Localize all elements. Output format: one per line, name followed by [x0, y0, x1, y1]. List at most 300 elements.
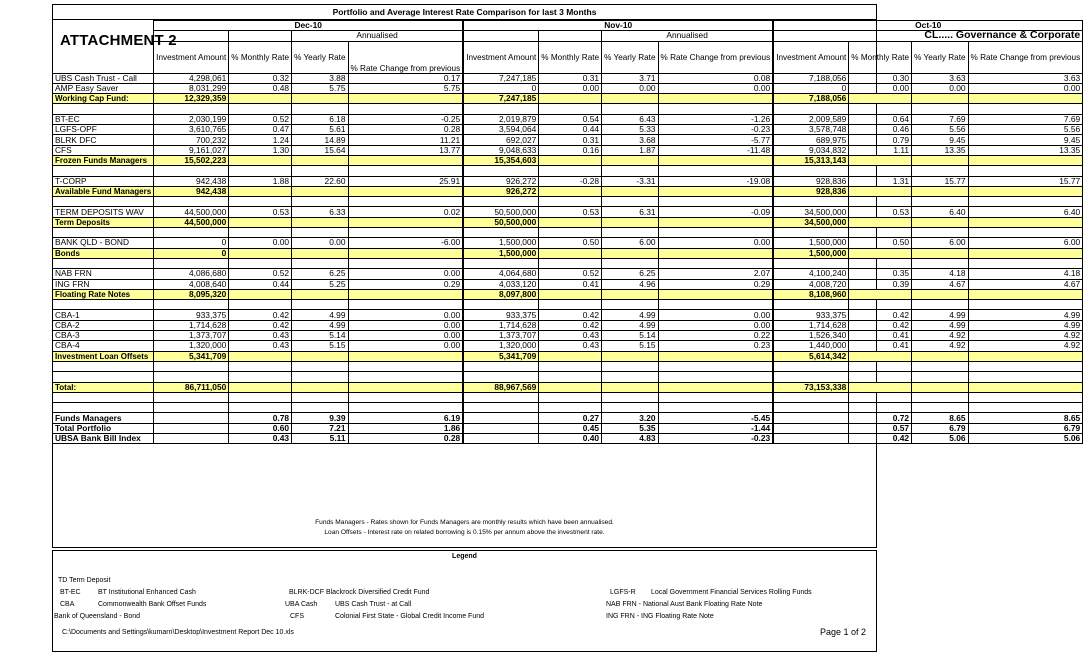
row-label: Available Fund Managers	[53, 186, 154, 196]
table-cell: -1.44	[658, 423, 773, 433]
spacer-row	[53, 228, 1083, 238]
table-cell	[658, 248, 773, 258]
table-cell: 0.72	[849, 413, 912, 423]
table-cell	[849, 248, 912, 258]
table-cell	[602, 155, 658, 165]
table-cell	[229, 197, 292, 207]
table-cell: 0.52	[229, 269, 292, 279]
table-cell	[602, 361, 658, 371]
table-cell: 0	[154, 238, 229, 248]
table-cell: 0.52	[539, 269, 602, 279]
table-cell: 0.44	[229, 279, 292, 289]
table-cell: 6.00	[602, 238, 658, 248]
table-cell: 4.99	[602, 320, 658, 330]
table-cell: 5.35	[602, 423, 658, 433]
table-cell	[849, 403, 912, 413]
table-cell	[658, 289, 773, 299]
table-cell	[463, 228, 539, 238]
table-row	[53, 269, 1083, 279]
table-cell: 0.43	[539, 331, 602, 341]
table-cell: 5.75	[348, 83, 463, 93]
table-cell: -5.77	[658, 135, 773, 145]
table-cell	[539, 351, 602, 361]
table-cell: 4.99	[968, 310, 1083, 320]
subtotal-row	[53, 155, 1083, 165]
table-cell	[658, 197, 773, 207]
spacer-row	[53, 197, 1083, 207]
table-cell: 1,714,628	[463, 320, 539, 330]
table-cell: 700,232	[154, 135, 229, 145]
table-cell: 0.42	[539, 320, 602, 330]
spacer-row	[53, 361, 1083, 371]
table-cell: 7,247,185	[463, 94, 539, 104]
table-cell: 4.18	[912, 269, 968, 279]
table-cell	[912, 258, 968, 268]
table-cell: 926,272	[463, 176, 539, 186]
table-cell: 0.79	[849, 135, 912, 145]
table-cell: 5.25	[292, 279, 348, 289]
table-cell	[602, 217, 658, 227]
table-cell: 8,095,320	[154, 289, 229, 299]
table-cell: 1,714,628	[773, 320, 849, 330]
table-cell: 13.35	[912, 145, 968, 155]
table-cell: 6.31	[602, 207, 658, 217]
table-row	[53, 135, 1083, 145]
table-cell: 3.88	[292, 73, 348, 83]
table-cell	[658, 300, 773, 310]
table-cell: 5,614,342	[773, 351, 849, 361]
table-cell: 0.41	[849, 341, 912, 351]
table-cell: 4.92	[912, 341, 968, 351]
hdr-inv-dec: Investment Amount	[154, 41, 229, 73]
table-cell	[292, 186, 348, 196]
table-cell	[849, 94, 912, 104]
table-row	[53, 114, 1083, 124]
table-cell	[154, 104, 229, 114]
table-cell	[658, 94, 773, 104]
table-cell: 1,526,340	[773, 331, 849, 341]
table-cell: 0.00	[292, 238, 348, 248]
table-cell: 2,009,589	[773, 114, 849, 124]
table-cell: 1.30	[229, 145, 292, 155]
table-cell: 0.57	[849, 423, 912, 433]
table-cell	[229, 248, 292, 258]
table-cell: 0.64	[849, 114, 912, 124]
row-label: Floating Rate Notes	[53, 289, 154, 299]
table-cell	[463, 104, 539, 114]
table-cell: 0.42	[229, 310, 292, 320]
hdr-monthly-dec: % Monthly Rate	[229, 41, 292, 73]
table-cell	[658, 155, 773, 165]
governance-label: CL..... Governance & Corporate	[773, 31, 1083, 41]
table-cell	[463, 372, 539, 382]
table-cell	[912, 228, 968, 238]
table-cell	[292, 403, 348, 413]
table-cell: 0.17	[348, 73, 463, 83]
row-label	[53, 361, 154, 371]
table-cell	[463, 197, 539, 207]
table-cell: 3.63	[912, 73, 968, 83]
table-cell	[292, 258, 348, 268]
table-cell	[968, 248, 1083, 258]
legend-item: LGFS-R	[610, 589, 636, 596]
table-cell	[968, 382, 1083, 392]
table-cell: 50,500,000	[463, 217, 539, 227]
table-cell: 0.00	[539, 83, 602, 93]
table-cell: 0.00	[348, 269, 463, 279]
spacer-row	[53, 300, 1083, 310]
table-cell: 1.11	[849, 145, 912, 155]
table-cell	[154, 372, 229, 382]
table-cell: 1,320,000	[463, 341, 539, 351]
table-cell	[602, 403, 658, 413]
table-cell: 5.06	[912, 433, 968, 443]
row-label: CBA-1	[53, 310, 154, 320]
table-cell: 11.21	[348, 135, 463, 145]
row-label: CBA-3	[53, 331, 154, 341]
table-cell: -0.09	[658, 207, 773, 217]
spacer-row	[53, 166, 1083, 176]
table-cell	[229, 94, 292, 104]
table-cell: -0.25	[348, 114, 463, 124]
table-cell: 928,836	[773, 176, 849, 186]
table-cell: 0.41	[849, 331, 912, 341]
hdr-monthly-nov: % Monthly Rate	[539, 41, 602, 73]
table-cell: 0.43	[539, 341, 602, 351]
table-cell: 0.00	[658, 310, 773, 320]
table-cell	[348, 361, 463, 371]
table-cell: 14.89	[292, 135, 348, 145]
table-cell	[229, 392, 292, 402]
table-cell: 1,500,000	[463, 248, 539, 258]
table-cell: 34,500,000	[773, 207, 849, 217]
table-cell	[348, 166, 463, 176]
table-cell: 44,500,000	[154, 207, 229, 217]
table-row	[53, 238, 1083, 248]
table-cell: 15,313,143	[773, 155, 849, 165]
table-cell: 9,034,832	[773, 145, 849, 155]
table-cell: 2.07	[658, 269, 773, 279]
table-cell: 1,714,628	[154, 320, 229, 330]
column-header-row	[53, 41, 1083, 73]
table-cell: 5.61	[292, 125, 348, 135]
table-cell	[292, 94, 348, 104]
table-cell: 9.45	[912, 135, 968, 145]
table-cell: 4.92	[968, 331, 1083, 341]
table-cell	[229, 258, 292, 268]
legend-item: BT-EC	[60, 589, 81, 596]
legend-item: CFS	[290, 613, 304, 620]
table-cell	[912, 392, 968, 402]
table-cell	[912, 403, 968, 413]
table-cell: 4.67	[912, 279, 968, 289]
table-cell: 4,086,680	[154, 269, 229, 279]
table-cell: 0.42	[849, 310, 912, 320]
table-cell: 0.31	[539, 135, 602, 145]
table-cell	[463, 413, 539, 423]
table-cell	[292, 228, 348, 238]
table-row	[53, 207, 1083, 217]
table-cell: 6.79	[968, 423, 1083, 433]
subtotal-row	[53, 248, 1083, 258]
table-cell: 1,500,000	[463, 238, 539, 248]
table-cell	[463, 361, 539, 371]
table-cell: 0.53	[229, 207, 292, 217]
table-cell	[968, 289, 1083, 299]
table-row	[53, 310, 1083, 320]
annualised-row	[53, 31, 1083, 41]
table-cell	[463, 258, 539, 268]
table-row	[53, 83, 1083, 93]
table-cell: 0.50	[849, 238, 912, 248]
row-label: Investment Loan Offsets	[53, 351, 154, 361]
table-cell	[463, 166, 539, 176]
table-cell: 5.06	[968, 433, 1083, 443]
table-cell	[154, 433, 229, 443]
table-cell	[229, 372, 292, 382]
table-cell	[912, 351, 968, 361]
table-cell: 0.44	[539, 125, 602, 135]
table-cell: 8.65	[912, 413, 968, 423]
table-cell	[968, 228, 1083, 238]
table-cell	[968, 166, 1083, 176]
table-cell: 0.40	[539, 433, 602, 443]
table-cell	[912, 248, 968, 258]
table-cell	[292, 392, 348, 402]
table-cell: 4.92	[912, 331, 968, 341]
table-cell: 4,008,720	[773, 279, 849, 289]
table-cell	[849, 372, 912, 382]
table-cell: -5.45	[658, 413, 773, 423]
table-cell	[539, 217, 602, 227]
table-cell: 4.99	[292, 320, 348, 330]
table-cell: 7.69	[968, 114, 1083, 124]
table-cell: 0.30	[849, 73, 912, 83]
table-cell: 8.65	[968, 413, 1083, 423]
table-cell	[539, 197, 602, 207]
table-cell	[229, 186, 292, 196]
table-cell	[348, 382, 463, 392]
table-cell: 6.40	[968, 207, 1083, 217]
table-cell: 3,610,765	[154, 125, 229, 135]
table-cell: 5.75	[292, 83, 348, 93]
row-label: T-CORP	[53, 176, 154, 186]
table-cell	[292, 155, 348, 165]
table-cell	[154, 403, 229, 413]
table-cell: -1.26	[658, 114, 773, 124]
table-cell: 4,008,640	[154, 279, 229, 289]
table-cell	[912, 104, 968, 114]
table-cell	[968, 300, 1083, 310]
table-cell: 0.00	[348, 341, 463, 351]
row-label: CBA-4	[53, 341, 154, 351]
table-cell	[292, 217, 348, 227]
table-cell: 7,188,056	[773, 73, 849, 83]
table-cell: 0.47	[229, 125, 292, 135]
table-cell	[229, 289, 292, 299]
table-cell	[348, 94, 463, 104]
table-cell	[602, 166, 658, 176]
table-cell: 1,320,000	[154, 341, 229, 351]
subtotal-row	[53, 186, 1083, 196]
table-cell: 6.43	[602, 114, 658, 124]
period-dec: Dec-10	[154, 21, 464, 31]
table-cell	[602, 392, 658, 402]
table-cell: 15.77	[968, 176, 1083, 186]
table-cell: -0.28	[539, 176, 602, 186]
table-cell: 0.00	[912, 83, 968, 93]
table-cell: 4.99	[968, 320, 1083, 330]
table-cell	[154, 166, 229, 176]
table-cell	[348, 258, 463, 268]
table-cell	[229, 351, 292, 361]
table-cell: 7.69	[912, 114, 968, 124]
table-cell	[539, 289, 602, 299]
table-cell: 7,247,185	[463, 73, 539, 83]
table-cell	[229, 300, 292, 310]
table-cell	[348, 186, 463, 196]
table-cell: 0.00	[658, 83, 773, 93]
table-cell	[912, 94, 968, 104]
table-cell: 22.60	[292, 176, 348, 186]
table-cell: 1,373,707	[463, 331, 539, 341]
table-cell: 3.68	[602, 135, 658, 145]
table-row	[53, 341, 1083, 351]
table-cell	[463, 300, 539, 310]
table-cell	[773, 403, 849, 413]
table-cell	[773, 300, 849, 310]
table-cell: 4.67	[968, 279, 1083, 289]
table-cell	[849, 351, 912, 361]
table-cell	[849, 289, 912, 299]
table-cell	[658, 166, 773, 176]
table-cell: 50,500,000	[463, 207, 539, 217]
legend-item: BT Institutional Enhanced Cash	[98, 589, 196, 596]
table-cell: 0.00	[658, 320, 773, 330]
table-cell: 933,375	[463, 310, 539, 320]
summary-row	[53, 423, 1083, 433]
table-cell	[849, 166, 912, 176]
table-cell	[539, 392, 602, 402]
table-cell: 0.00	[658, 238, 773, 248]
table-cell	[849, 228, 912, 238]
table-cell: 1,500,000	[773, 238, 849, 248]
table-cell	[348, 372, 463, 382]
table-cell	[229, 228, 292, 238]
table-cell: 0.45	[539, 423, 602, 433]
row-label	[53, 258, 154, 268]
table-cell: -0.23	[658, 125, 773, 135]
table-cell	[154, 392, 229, 402]
table-row	[53, 125, 1083, 135]
table-cell	[912, 289, 968, 299]
table-cell: 5,341,709	[463, 351, 539, 361]
table-cell: 1.31	[849, 176, 912, 186]
table-cell	[968, 392, 1083, 402]
table-cell	[658, 403, 773, 413]
table-cell: 1.87	[602, 145, 658, 155]
table-cell	[658, 228, 773, 238]
table-cell: 1,500,000	[773, 248, 849, 258]
table-cell	[292, 382, 348, 392]
table-cell	[229, 155, 292, 165]
row-label	[53, 392, 154, 402]
table-cell: 5.15	[292, 341, 348, 351]
table-cell: 6.79	[912, 423, 968, 433]
subtotal-row	[53, 289, 1083, 299]
row-label	[53, 228, 154, 238]
table-cell: 4.83	[602, 433, 658, 443]
table-cell	[602, 197, 658, 207]
legend-item: BLRK-DCF Blackrock Diversified Credit Fund	[289, 589, 430, 596]
table-cell	[154, 423, 229, 433]
table-cell	[773, 104, 849, 114]
table-cell: 0.00	[348, 331, 463, 341]
table-cell	[602, 258, 658, 268]
table-cell: 88,967,569	[463, 382, 539, 392]
table-cell	[773, 423, 849, 433]
table-cell: 5.56	[968, 125, 1083, 135]
row-label: AMP Easy Saver	[53, 83, 154, 93]
table-cell: 4.99	[292, 310, 348, 320]
table-cell	[539, 166, 602, 176]
portfolio-table	[52, 20, 1083, 444]
table-cell: 933,375	[773, 310, 849, 320]
table-cell: 0.52	[229, 114, 292, 124]
table-cell	[539, 300, 602, 310]
table-cell: 34,500,000	[773, 217, 849, 227]
table-cell	[348, 403, 463, 413]
table-cell	[292, 300, 348, 310]
table-cell: 3,594,064	[463, 125, 539, 135]
table-cell	[463, 392, 539, 402]
table-cell: -19.08	[658, 176, 773, 186]
table-cell	[292, 248, 348, 258]
table-cell	[539, 361, 602, 371]
table-cell	[348, 217, 463, 227]
footnotes	[52, 518, 877, 538]
table-cell: 4.99	[912, 320, 968, 330]
table-cell: 73,153,338	[773, 382, 849, 392]
row-label: LGFS-OPF	[53, 125, 154, 135]
row-label	[53, 300, 154, 310]
legend-item: ING FRN - ING Floating Rate Note	[606, 613, 714, 620]
table-row	[53, 73, 1083, 83]
table-cell	[773, 413, 849, 423]
table-cell: 942,438	[154, 176, 229, 186]
row-label: ING FRN	[53, 279, 154, 289]
table-cell: 689,975	[773, 135, 849, 145]
table-cell	[292, 361, 348, 371]
table-cell: 9,048,633	[463, 145, 539, 155]
row-label	[53, 403, 154, 413]
table-cell	[849, 258, 912, 268]
annualised-label-dec: Annualised	[292, 31, 464, 41]
table-cell	[292, 289, 348, 299]
table-cell	[348, 289, 463, 299]
table-cell: 0.42	[539, 310, 602, 320]
table-cell	[658, 258, 773, 268]
table-cell	[539, 104, 602, 114]
table-cell: 5.33	[602, 125, 658, 135]
table-cell: 9.45	[968, 135, 1083, 145]
table-cell: 4.18	[968, 269, 1083, 279]
table-cell: 6.19	[348, 413, 463, 423]
table-cell: 6.25	[602, 269, 658, 279]
table-cell: 0.39	[849, 279, 912, 289]
annualised-label-nov: Annualised	[602, 31, 774, 41]
table-cell: 0.28	[348, 433, 463, 443]
